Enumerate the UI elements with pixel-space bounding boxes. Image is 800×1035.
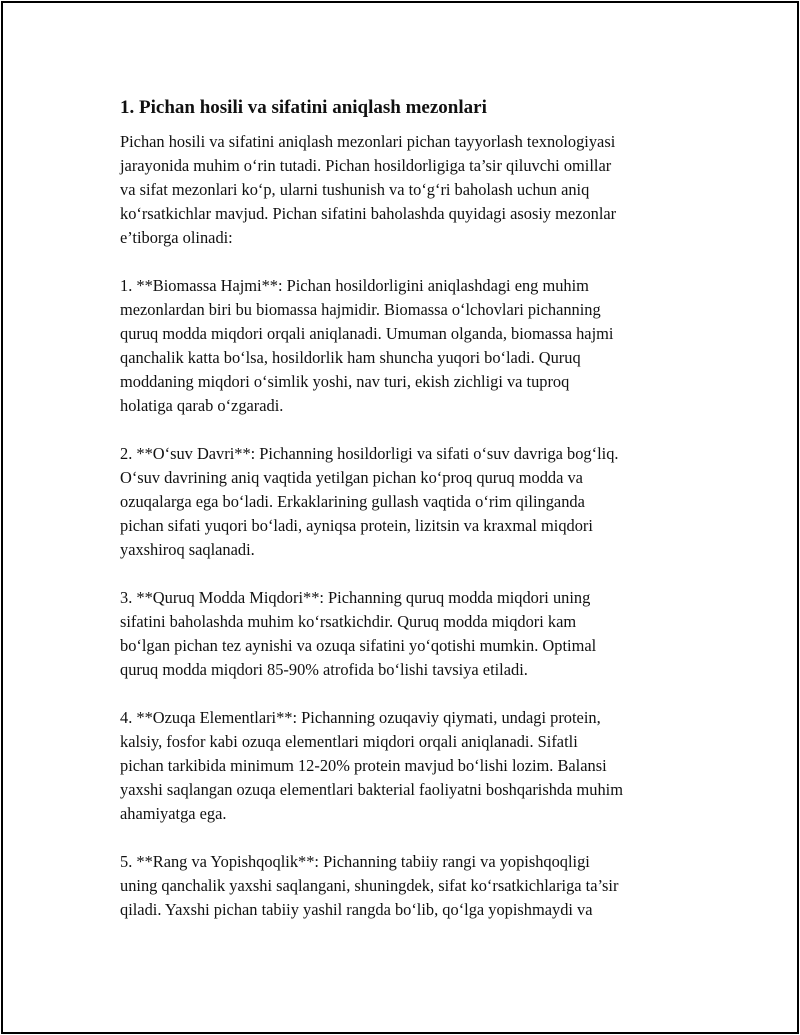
text-line: kalsiy, fosfor kabi ozuqa elementlari miqdori orqali aniqlanadi. Sifatli — [120, 732, 578, 751]
text-line: uning qanchalik yaxshi saqlangani, shuningdek, sifat ko‘rsatkichlariga ta’sir — [120, 876, 619, 895]
text-line: yaxshiroq saqlanadi. — [120, 540, 255, 559]
text-line: ko‘rsatkichlar mavjud. Pichan sifatini baholashda quyidagi asosiy mezonlar — [120, 204, 617, 223]
text-line: jarayonida muhim o‘rin tutadi. Pichan hosildorligiga ta’sir qiluvchi omillar — [120, 156, 612, 175]
text-line: pichan tarkibida minimum 12-20% protein mavjud bo‘lishi lozim. Balansi — [120, 756, 607, 775]
section-heading: 1. Pichan hosili va sifatini aniqlash mezonlari — [120, 97, 487, 118]
text-line: quruq modda miqdori 85-90% atrofida bo‘lishi tavsiya etiladi. — [120, 660, 528, 679]
text-line: mezonlardan biri bu biomassa hajmidir. Biomassa o‘lchovlari pichanning — [120, 300, 601, 319]
text-line: qanchalik katta bo‘lsa, hosildorlik ham shuncha yuqori bo‘ladi. Quruq — [120, 348, 581, 367]
text-line: 1. **Biomassa Hajmi**: Pichan hosildorligini aniqlashdagi eng muhim — [120, 276, 589, 295]
text-line: 3. **Quruq Modda Miqdori**: Pichanning quruq modda miqdori uning — [120, 588, 591, 607]
text-line: ozuqalarga ega bo‘ladi. Erkaklarining gullash vaqtida o‘rim qilinganda — [120, 492, 585, 511]
text-line: qiladi. Yaxshi pichan tabiiy yashil rangda bo‘lib, qo‘lga yopishmaydi va — [120, 900, 593, 919]
text-line: moddaning miqdori o‘simlik yoshi, nav turi, ekish zichligi va tuproq — [120, 372, 570, 391]
text-line: 4. **Ozuqa Elementlari**: Pichanning ozuqaviy qiymati, undagi protein, — [120, 708, 601, 727]
text-line: bo‘lgan pichan tez aynishi va ozuqa sifatini yo‘qotishi mumkin. Optimal — [120, 636, 597, 655]
criterion-paragraph-nutrients — [120, 706, 700, 826]
document-content — [120, 96, 700, 946]
text-line: pichan sifati yuqori bo‘ladi, ayniqsa protein, lizitsin va kraxmal miqdori — [120, 516, 593, 535]
text-line: e’tiborga olinadi: — [120, 228, 233, 247]
text-line: ahamiyatga ega. — [120, 804, 227, 823]
criterion-paragraph-growth-period — [120, 442, 700, 562]
text-line: O‘suv davrining aniq vaqtida yetilgan pichan ko‘proq quruq modda va — [120, 468, 583, 487]
text-line: va sifat mezonlari ko‘p, ularni tushunish va to‘g‘ri baholash uchun aniq — [120, 180, 590, 199]
criterion-paragraph-color — [120, 850, 700, 922]
text-line: holatiga qarab o‘zgaradi. — [120, 396, 284, 415]
criterion-paragraph-dry-matter — [120, 586, 700, 682]
text-line: quruq modda miqdori orqali aniqlanadi. Umuman olganda, biomassa hajmi — [120, 324, 614, 343]
text-line: 2. **O‘suv Davri**: Pichanning hosildorligi va sifati o‘suv davriga bog‘liq. — [120, 444, 619, 463]
document-page — [1, 1, 799, 1034]
intro-paragraph — [120, 130, 700, 250]
criterion-paragraph-biomass — [120, 274, 700, 418]
text-line: sifatini baholashda muhim ko‘rsatkichdir. Quruq modda miqdori kam — [120, 612, 577, 631]
text-line: yaxshi saqlangan ozuqa elementlari bakterial faoliyatni boshqarishda muhim — [120, 780, 623, 799]
text-line: Pichan hosili va sifatini aniqlash mezonlari pichan tayyorlash texnologiyasi — [120, 132, 616, 151]
text-line: 5. **Rang va Yopishqoqlik**: Pichanning tabiiy rangi va yopishqoqligi — [120, 852, 590, 871]
